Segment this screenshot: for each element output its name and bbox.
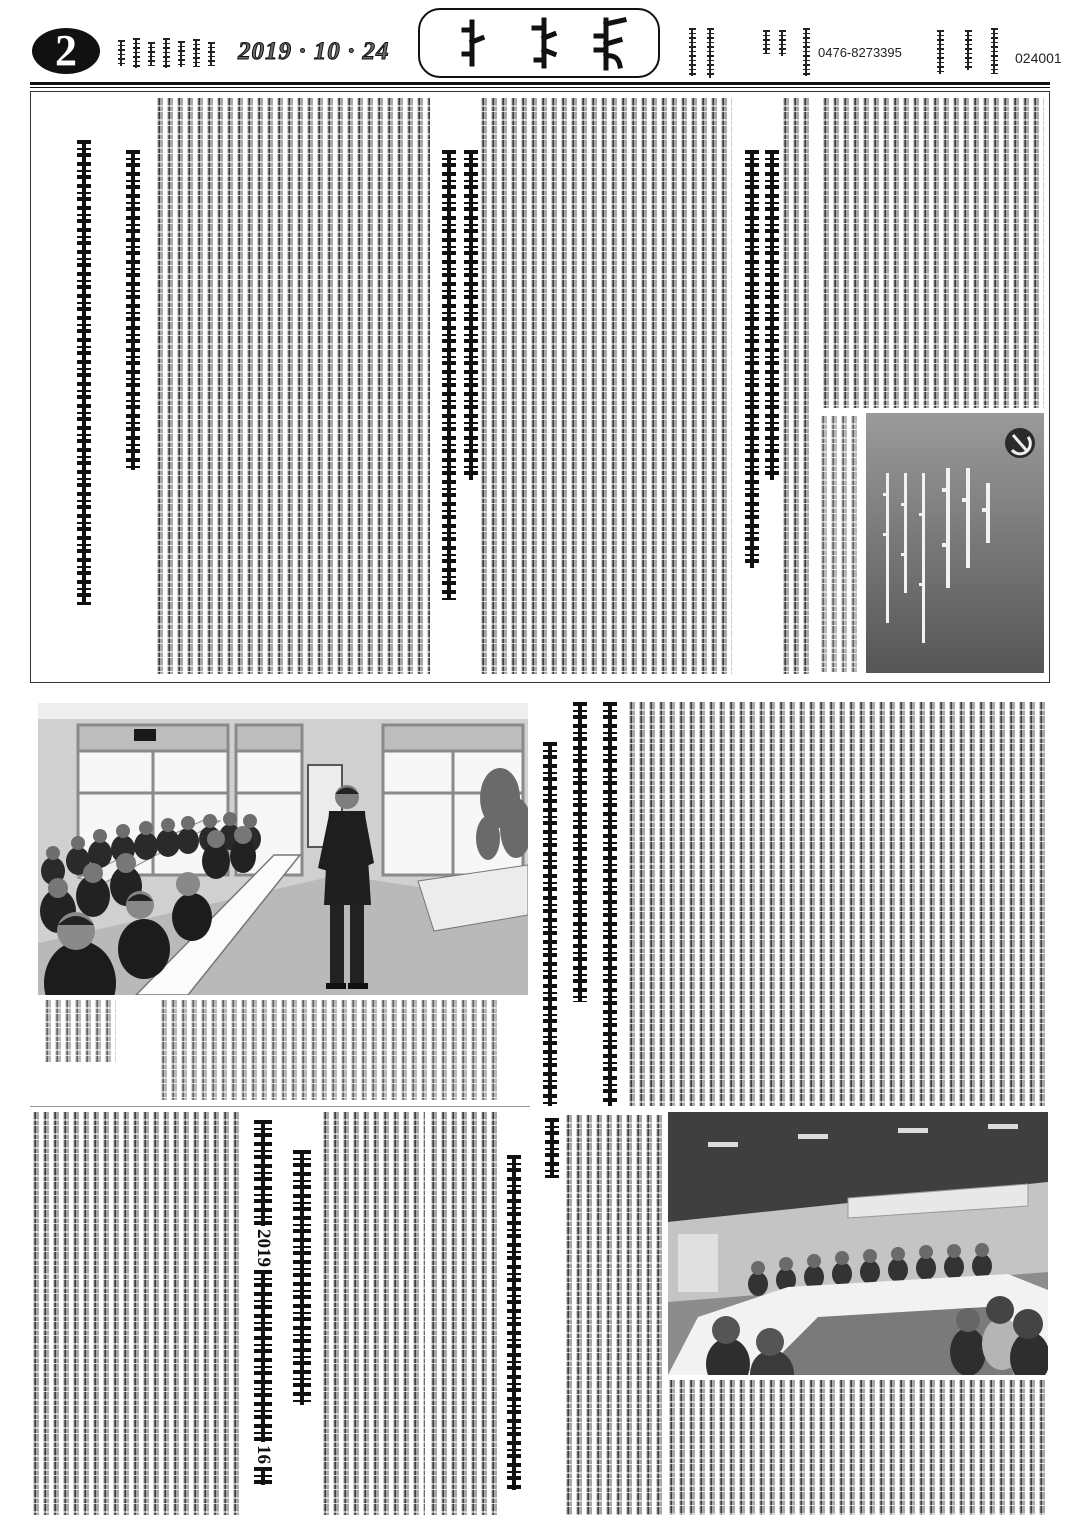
meeting-article-body: [565, 1115, 663, 1515]
party-emblem-icon: [1005, 428, 1035, 458]
header-section-label: [117, 38, 217, 70]
editor-name: [778, 30, 787, 56]
article-4-headline-line-1: [541, 742, 559, 1106]
article-7-headline-line-1: [252, 1120, 274, 1485]
email-label: [936, 30, 945, 74]
article-2-headline-line-1: [440, 150, 458, 600]
article-1-body: [782, 98, 812, 674]
postcode-label: [964, 30, 973, 70]
article-4-body: [628, 702, 1048, 1106]
editor-label: [706, 28, 715, 78]
header-label-glyph: [192, 39, 202, 67]
issue-date: 2019 · 10 · 24: [238, 38, 390, 65]
phone-number: 0476-8273395: [818, 45, 902, 60]
article-3-headline-line-2: [124, 150, 142, 470]
article-1-headline-line-1: [743, 150, 761, 568]
article-6-headline: [505, 1155, 523, 1490]
editor-name: [762, 30, 771, 54]
article-7-headline-line-2: [291, 1150, 313, 1405]
article-6-body: [430, 1112, 498, 1515]
classroom-photo-graphic: [38, 703, 528, 995]
emblem-photo-graphic: [866, 413, 1044, 673]
article-3-body: [156, 98, 430, 674]
article-1-photo-caption: [820, 416, 860, 672]
meeting-article-body: [668, 1380, 1048, 1515]
masthead-glyph-2: [534, 20, 554, 66]
masthead-title-glyphs: [420, 10, 658, 76]
header-label-glyph: [177, 41, 187, 67]
postcode-label: [990, 28, 999, 74]
article-2-body: [480, 98, 732, 674]
masthead-glyph-1: [464, 22, 482, 64]
article-2-headline-line-2: [462, 150, 480, 480]
classroom-photo-caption: [160, 1000, 500, 1100]
article-4-headline-line-3: [601, 702, 619, 1106]
article-7-body: [322, 1112, 425, 1515]
article-3-headline-line-1: [75, 140, 93, 605]
classroom-photo-caption: [44, 1000, 116, 1062]
meeting-room-window: [678, 1234, 718, 1292]
masthead-glyph-3: [596, 20, 624, 68]
article-1-emblem-photo: [866, 413, 1044, 673]
headline-year: 2019: [253, 1229, 274, 1267]
phone-label: [802, 28, 811, 76]
lower-left-divider: [30, 1106, 530, 1107]
headline-script-segment: [252, 1120, 274, 1226]
header-rule-thick: [30, 82, 1050, 85]
headline-day: 16: [253, 1445, 274, 1464]
headline-script-segment: [252, 1270, 274, 1442]
classroom-ceiling: [38, 703, 528, 719]
article-1-body: [822, 98, 1044, 408]
header-label-glyph: [162, 38, 172, 68]
page-number-badge: 2: [32, 28, 100, 74]
article-1-headline-line-2: [763, 150, 781, 480]
wall-clock: [134, 729, 156, 741]
meeting-room-photo: [668, 1112, 1048, 1375]
header-label-glyph: [117, 40, 127, 66]
article-4-headline-line-2: [571, 702, 589, 1002]
postcode: 024001: [1015, 50, 1062, 66]
header-label-glyph: [207, 42, 217, 66]
meeting-photo-graphic: [668, 1112, 1048, 1375]
header-label-glyph: [132, 38, 142, 68]
header-rule-thin: [30, 87, 1050, 88]
headline-script-segment: [252, 1467, 274, 1485]
masthead-title-box: [418, 8, 660, 78]
article-7-body: [32, 1112, 242, 1515]
header-label-glyph: [147, 42, 157, 66]
editor-label: [688, 28, 697, 76]
meeting-article-subhead: [543, 1118, 561, 1178]
training-classroom-photo: [38, 703, 528, 995]
